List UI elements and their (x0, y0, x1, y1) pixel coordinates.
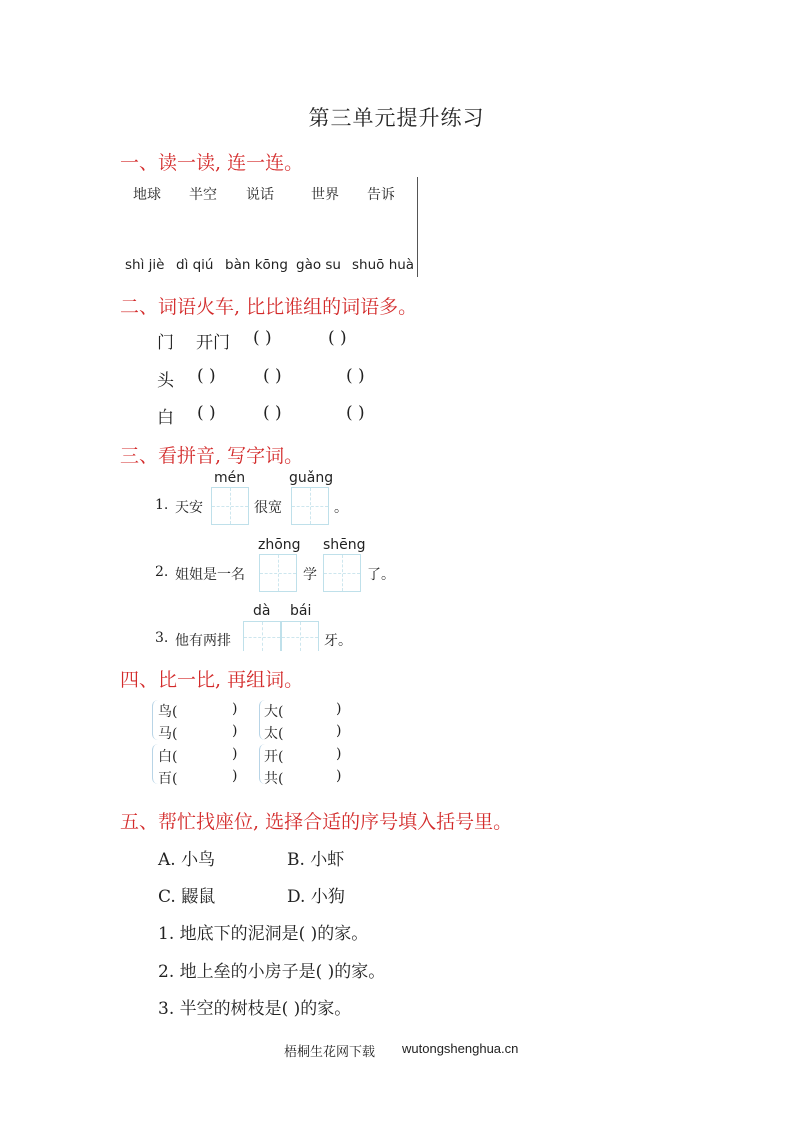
option-item: C. 鼹鼠 (158, 887, 216, 907)
writing-box[interactable] (259, 554, 297, 592)
writing-box[interactable] (281, 621, 319, 651)
blank-paren[interactable]: ( ) (263, 403, 282, 423)
sentence-text: 很宽 (254, 500, 282, 516)
word-item: 告诉 (367, 187, 395, 203)
pinyin-hint: zhōng (258, 537, 301, 553)
close-paren[interactable]: ) (232, 768, 238, 784)
writing-box[interactable] (291, 487, 329, 525)
sentence-text: 他有两排 (175, 633, 231, 649)
option-item: D. 小狗 (287, 887, 345, 907)
word-item: 地球 (133, 187, 161, 203)
option-item: B. 小虾 (287, 850, 345, 870)
section2-heading: 二、词语火车, 比比谁组的词语多。 (120, 296, 418, 318)
page-title: 第三单元提升练习 (308, 106, 485, 130)
blank-paren[interactable]: ( ) (346, 366, 365, 386)
example-word: 开门 (196, 333, 230, 353)
blank-paren[interactable]: ( ) (197, 403, 216, 423)
question-item[interactable]: 1. 地底下的泥洞是( )的家。 (158, 924, 369, 944)
sentence-text: 姐姐是一名 (175, 567, 245, 583)
close-paren[interactable]: ) (232, 723, 238, 739)
blank-paren[interactable]: ( ) (253, 328, 272, 348)
base-char: 门 (157, 333, 174, 353)
question-item[interactable]: 2. 地上垒的小房子是( )的家。 (158, 962, 386, 982)
pinyin-hint: mén (214, 470, 246, 486)
section5-heading: 五、帮忙找座位, 选择合适的序号填入括号里。 (120, 811, 513, 833)
pinyin-item: gào su (296, 257, 341, 273)
writing-box[interactable] (243, 621, 281, 651)
option-item: A. 小鸟 (158, 850, 216, 870)
sentence-text: 。 (334, 500, 348, 516)
section1-heading: 一、读一读, 连一连。 (120, 152, 304, 174)
compare-char: 鸟( (158, 704, 178, 720)
pinyin-hint: shēng (323, 537, 366, 553)
sentence-text: 牙。 (324, 633, 352, 649)
compare-char: 大( (264, 704, 284, 720)
word-item: 半空 (189, 187, 217, 203)
compare-char: 开( (264, 749, 284, 765)
compare-char: 白( (158, 749, 178, 765)
sentence-text: 学 (303, 567, 317, 583)
section4-heading: 四、比一比, 再组词。 (120, 669, 304, 691)
close-paren[interactable]: ) (336, 768, 342, 784)
question-item[interactable]: 3. 半空的树枝是( )的家。 (158, 999, 352, 1019)
section3-heading: 三、看拼音, 写字词。 (120, 445, 304, 467)
base-char: 白 (157, 408, 174, 428)
sentence-text: 了。 (367, 567, 395, 583)
base-char: 头 (157, 371, 174, 391)
pinyin-hint: bái (290, 603, 312, 619)
pinyin-item: shì jiè (125, 257, 165, 273)
divider-line (417, 177, 418, 277)
pinyin-item: dì qiú (176, 257, 214, 273)
close-paren[interactable]: ) (336, 723, 342, 739)
pinyin-item: bàn kōng (225, 257, 288, 273)
word-item: 世界 (311, 187, 339, 203)
blank-paren[interactable]: ( ) (328, 328, 347, 348)
pinyin-hint: guǎng (289, 470, 334, 486)
writing-box[interactable] (211, 487, 249, 525)
close-paren[interactable]: ) (336, 701, 342, 717)
close-paren[interactable]: ) (336, 746, 342, 762)
sentence-text: 天安 (175, 500, 203, 516)
pinyin-item: shuō huà (352, 257, 415, 273)
compare-char: 百( (158, 771, 178, 787)
blank-paren[interactable]: ( ) (263, 366, 282, 386)
word-item: 说话 (246, 187, 274, 203)
item-number: 3. (155, 630, 169, 646)
item-number: 1. (155, 497, 169, 513)
compare-char: 太( (264, 726, 284, 742)
close-paren[interactable]: ) (232, 701, 238, 717)
writing-box[interactable] (323, 554, 361, 592)
footer-site-name: 梧桐生花网下载 (284, 1045, 376, 1060)
blank-paren[interactable]: ( ) (197, 366, 216, 386)
blank-paren[interactable]: ( ) (346, 403, 365, 423)
compare-char: 马( (158, 726, 178, 742)
pinyin-hint: dà (253, 603, 271, 619)
footer-url[interactable]: wutongshenghua.cn (402, 1041, 519, 1056)
close-paren[interactable]: ) (232, 746, 238, 762)
item-number: 2. (155, 564, 169, 580)
compare-char: 共( (264, 771, 284, 787)
